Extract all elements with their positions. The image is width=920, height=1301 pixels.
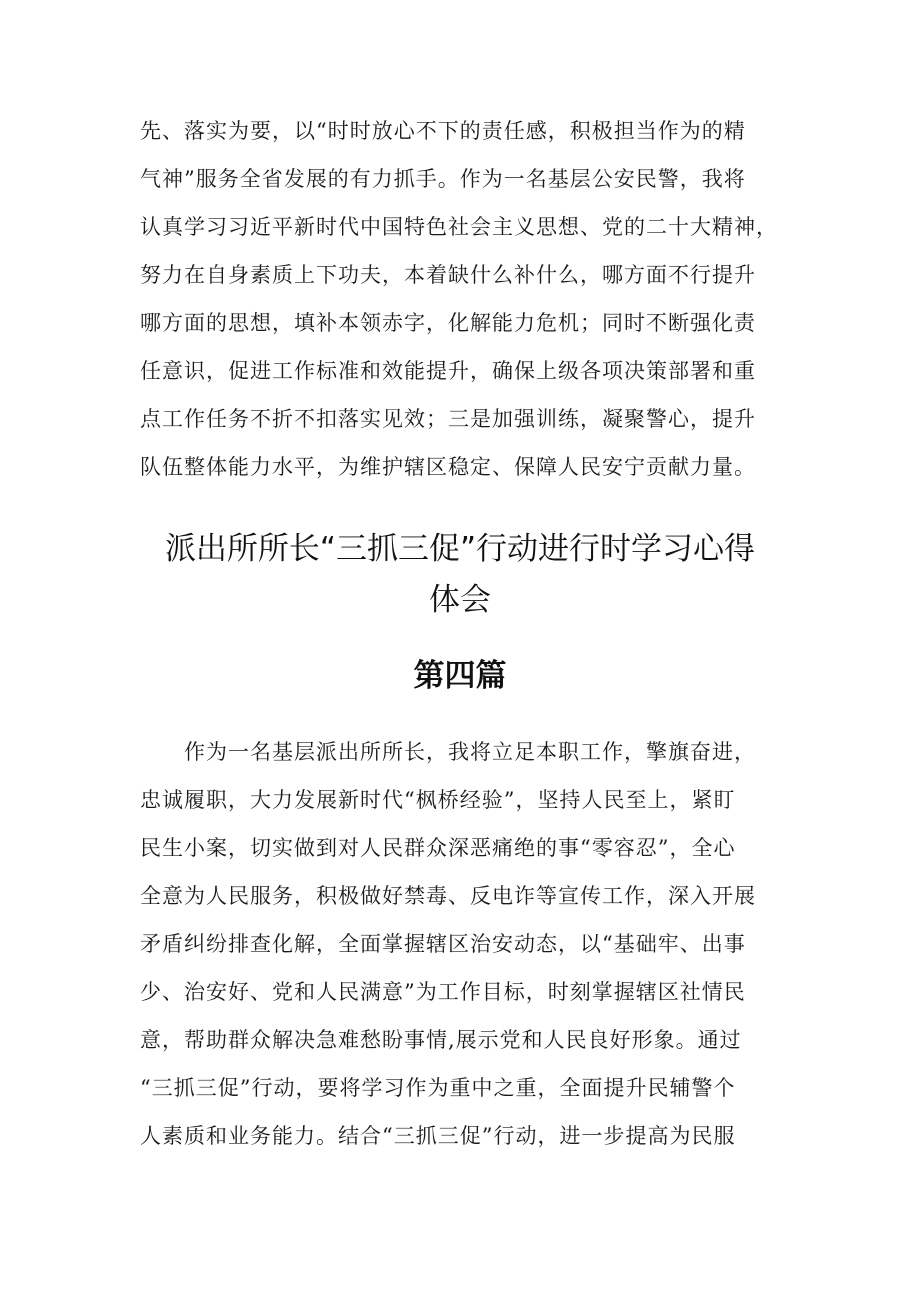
article-title-line-1: 派出所所长“三抓三促”行动进行时学习心得 [164, 531, 756, 567]
paragraph-line: “三抓三促”行动，要将学习作为重中之重，全面提升民辅警个 [140, 1076, 736, 1100]
paragraph-line: 少、治安好、党和人民满意”为工作目标，时刻掌握辖区社情民 [140, 980, 746, 1004]
paragraph-line: 努力在自身素质上下功夫，本着缺什么补什么，哪方面不行提升 [140, 263, 756, 287]
paragraph-line: 任意识，促进工作标准和效能提升，确保上级各项决策部署和重 [140, 359, 756, 383]
paragraph-line: 全意为人民服务，积极做好禁毒、反电诈等宣传工作，深入开展 [140, 884, 756, 908]
paragraph-line: 民生小案，切实做到对人民群众深恶痛绝的事“零容忍”，全心 [140, 836, 736, 860]
paragraph-line: 作为一名基层派出所所长，我将立足本职工作，擎旗奋进， [140, 740, 756, 764]
paragraph-line: 矛盾纠纷排查化解，全面掌握辖区治安动态，以“基础牢、出事 [140, 932, 746, 956]
paragraph-line: 人素质和业务能力。结合“三抓三促”行动，进一步提高为民服 [140, 1124, 736, 1148]
paragraph-line: 意，帮助群众解决急难愁盼事情,展示党和人民良好形象。通过 [140, 1028, 742, 1052]
paragraph-line: 气神”服务全省发展的有力抓手。作为一名基层公安民警，我将 [140, 167, 746, 191]
paragraph-line: 忠诚履职，大力发展新时代“枫桥经验”，坚持人民至上，紧盯 [140, 788, 736, 812]
section-heading: 第四篇 [413, 658, 507, 694]
paragraph-line: 认真学习习近平新时代中国特色社会主义思想、党的二十大精神， [140, 215, 778, 239]
paragraph-line: 点工作任务不折不扣落实见效；三是加强训练，凝聚警心，提升 [140, 407, 756, 431]
paragraph-line: 先、落实为要，以“时时放心不下的责任感，积极担当作为的精 [140, 119, 746, 143]
article-title-line-2: 体会 [429, 582, 491, 618]
paragraph-line: 哪方面的思想，填补本领赤字，化解能力危机；同时不断强化责 [140, 311, 756, 335]
paragraph-line: 队伍整体能力水平，为维护辖区稳定、保障人民安宁贡献力量。 [140, 455, 756, 479]
